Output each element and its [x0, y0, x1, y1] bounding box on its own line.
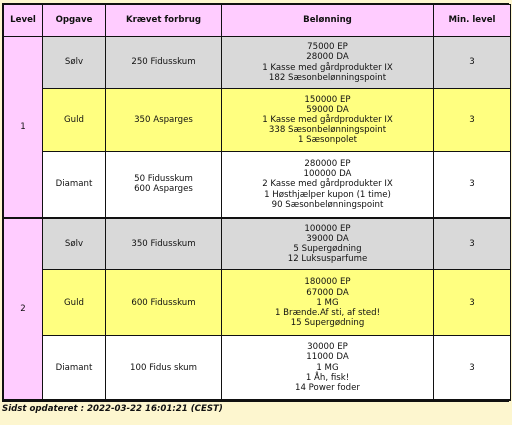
reward-line: 182 Sæsonbelønningspoint [268, 72, 387, 83]
reward-line: 1 Åh, fisk! [305, 372, 350, 383]
reward-line: 28000 DA [306, 52, 349, 63]
reward-line: 30000 EP [307, 342, 348, 353]
required-cell [106, 270, 222, 336]
table-row [4, 270, 511, 336]
header-reward: Belønning [222, 5, 434, 37]
reward-cell [222, 270, 434, 336]
task-cell: Diamant [43, 152, 106, 218]
min-level-cell: 3 [434, 270, 511, 336]
reward-cell [222, 37, 434, 89]
reward-cell [222, 89, 434, 152]
required-line: 250 Fidusskum [131, 57, 196, 68]
reward-line: 1 Kasse med gårdprodukter IX [262, 115, 393, 125]
reward-line: 11000 DA [306, 352, 349, 363]
reward-line: 1 MG [316, 362, 339, 373]
reward-line: 5 Supergødning [293, 244, 362, 254]
reward-line: 1 Sæsonpolet [297, 135, 358, 146]
task-cell: Sølv [43, 37, 106, 89]
reward-line: 12 Luksusparfume [287, 254, 368, 265]
reward-line: 15 Supergødning [290, 318, 365, 329]
task-cell: Guld [43, 89, 106, 152]
reward-line: 1 Høsthjælper kupon (1 time) [264, 189, 391, 200]
required-cell [106, 37, 222, 89]
reward-line: 280000 EP [304, 158, 351, 169]
required-line: 600 Asparges [134, 184, 193, 195]
reward-line: 59000 DA [306, 104, 349, 115]
table-header-row [4, 5, 511, 37]
reward-line: 67000 DA [306, 287, 349, 298]
reward-line: 2 Kasse med gårdprodukter IX [262, 179, 393, 190]
reward-line: 338 Sæsonbelønningspoint [268, 125, 387, 136]
reward-line: 75000 EP [307, 42, 348, 53]
reward-cell [222, 152, 434, 218]
reward-line: 1 Kasse med gårdprodukter IX [262, 62, 393, 73]
required-cell [106, 336, 222, 400]
required-line: 50 Fidusskum [134, 174, 193, 185]
level-cell: 1 [4, 37, 43, 218]
reward-cell [222, 336, 434, 400]
min-level-cell: 3 [434, 336, 511, 400]
min-level-cell: 3 [434, 152, 511, 218]
reward-line: 90 Sæsonbelønningspoint [271, 199, 384, 210]
header-min-level: Min. level [434, 5, 511, 37]
required-cell [106, 218, 222, 270]
required-line: 100 Fidus skum [130, 362, 197, 373]
required-cell [106, 152, 222, 218]
reward-line: 100000 DA [303, 169, 352, 180]
required-cell [106, 89, 222, 152]
required-line: 350 Fidusskum [131, 238, 196, 249]
reward-line: 100000 EP [304, 223, 351, 234]
table-row [4, 89, 511, 152]
required-line: 600 Fidusskum [131, 297, 196, 308]
table-row [4, 336, 511, 400]
reward-line: 1 Brænde.Af sti, af sted! [274, 307, 381, 318]
min-level-cell: 3 [434, 89, 511, 152]
table-row [4, 37, 511, 89]
reward-line: 180000 EP [304, 277, 351, 288]
rewards-table [3, 4, 511, 401]
task-cell: Diamant [43, 336, 106, 400]
last-updated-text: Sidst opdateret : 2022-03-22 16:01:21 (CEST) [2, 404, 223, 414]
min-level-cell: 3 [434, 218, 511, 270]
reward-line: 150000 EP [304, 94, 351, 105]
reward-cell [222, 218, 434, 270]
required-line: 350 Asparges [134, 115, 193, 125]
header-level: Level [4, 5, 43, 37]
table-row [4, 152, 511, 218]
level-cell: 2 [4, 218, 43, 400]
header-required: Krævet forbrug [106, 5, 222, 37]
reward-line: 39000 DA [306, 233, 349, 244]
rewards-table-frame [2, 3, 509, 402]
reward-line: 14 Power foder [295, 382, 360, 393]
reward-line: 1 MG [316, 297, 339, 308]
table-row [4, 218, 511, 270]
task-cell: Guld [43, 270, 106, 336]
min-level-cell: 3 [434, 37, 511, 89]
header-task: Opgave [43, 5, 106, 37]
task-cell: Sølv [43, 218, 106, 270]
